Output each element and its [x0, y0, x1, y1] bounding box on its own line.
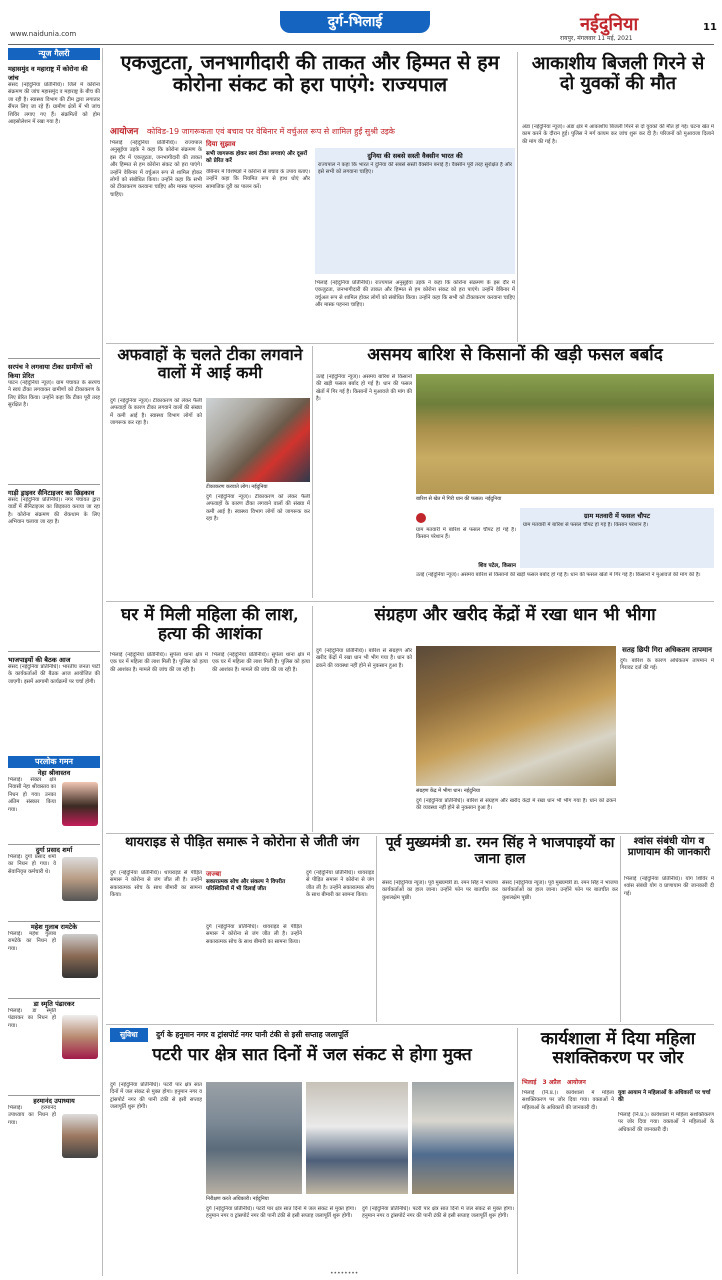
obituary-body: भिलाई। दुर्गा प्रसाद शर्मा का निधन हो गया। वे सेवानिवृत्त कर्मचारी थे। [8, 854, 56, 875]
thyroid-tag: जज्बा [206, 870, 222, 878]
water-subhead-bar [110, 1028, 514, 1042]
water-photo-2 [306, 1082, 408, 1194]
sidebar [8, 48, 100, 1276]
workshop-body-2: भिलाई (नि.प्र.)। कार्यशाला में महिला सशक्तिकरण पर जोर दिया गया। वक्ताओं ने महिलाओं के अधिकारों की जानकारी दी। [618, 1112, 714, 1133]
water-body-3: दुर्ग (नईदुनिया प्रतिनिधि)। पटरी पार क्षेत्र सात दिनों में जल संकट से मुक्त होगा। हनुमान नगर व ट्रांसपोर्ट नगर की पानी टंकी से इसी सप्ताह जलापूर्ति शुरू होगी। [362, 1206, 514, 1220]
suggestion-title: दिया सुझाव [206, 140, 236, 148]
field-photo [416, 374, 714, 494]
thyroid-bullet: सकारात्मक सोच और संकल्प ने विपरीत परिस्थितियों में भी दिलाई जीत [206, 879, 286, 892]
water-subhead: दुर्ग के हनुमान नगर व ट्रांसपोर्ट नगर पानी टंकी से इसी सप्ताह जलापूर्ति [156, 1030, 349, 1039]
workshop-kicker-row [522, 1078, 714, 1086]
paddy-headline: संग्रहण और खरीद केंद्रों में रखा धान भी भीगा [374, 605, 656, 625]
water-photo-caption: निरीक्षण करते अधिकारी। नईदुनिया [206, 1196, 269, 1202]
paddy-body-2: दुर्ग (नईदुनिया प्रतिनिधि)। बारिश से संग्रहण और खरीद केंद्रों में रखा धान भी भीग गया है। धान को ढकने की व्यवस्था नहीं होने से नुकसान हुआ है। [416, 798, 616, 812]
lead-subhead-row [110, 124, 510, 137]
thyroid-body-3: दुर्ग (नईदुनिया प्रतिनिधि)। थायराइड से पीड़ित समारू ने कोरोना से जंग जीत ली है। उन्होंने सकारात्मक सोच के साथ बीमारी का सामना किया। [306, 870, 374, 899]
murder-body: भिलाई (नईदुनिया प्रतिनिधि)। सुपेला थाना क्षेत्र में एक घर में महिला की लाश मिली है। पुलिस को हत्या की आशंका है। मामले की जांच की जा रही है। [110, 652, 208, 673]
sidebar-item-body: पाटन (नईदुनिया न्यूज)। ग्राम पंचायत के सरपंच ने स्वयं टीका लगवाकर ग्रामीणों को टीकाकरण के लिए प्रेरित किया। उन्होंने कहा कि टीका पूरी तरह सुरक्षित है। [8, 380, 100, 409]
lead-subhead: कोविड-19 जागरूकता एवं बचाव पर वेबिनार में वर्चुअल रूप से शामिल हुईं सुश्री उइके [146, 127, 395, 136]
paddy-photo-caption: संग्रहण केंद्र में भीगा धान। नईदुनिया [416, 788, 481, 794]
yoga-body: भिलाई (नईदुनिया प्रतिनिधि)। योग शिविर में श्वांस संबंधी योग व प्राणायाम की जानकारी दी गई। [624, 876, 714, 897]
obituary-item [8, 998, 100, 1095]
obituary-photo [62, 1015, 98, 1059]
paddy-body: दुर्ग (नईदुनिया प्रतिनिधि)। बारिश से संग्रहण और खरीद केंद्रों में रखा धान भी भीग गया है। धान को ढकने की व्यवस्था नहीं होने से नुकसान हुआ है। [316, 648, 412, 669]
rain-headline: असमय बारिश से किसानों की खड़ी फसल बर्बाद [367, 345, 663, 365]
temperature-headline: सतह छिपी गिरा अधिकतम तापमान [622, 646, 712, 654]
suggestion-body: वेबिनार में विशेषज्ञों ने कोरोना से बचाव के उपाय बताए। उन्होंने कहा कि नियमित रूप से हाथ धोएं और सामाजिक दूरी का पालन करें। [206, 169, 310, 190]
rain-quote-name: शिव पटेल, किसान [478, 563, 516, 569]
yoga-headline: श्वांस संबंधी योग व प्राणायाम की जानकारी [627, 836, 711, 859]
workshop-kicker: भिलाई [522, 1079, 537, 1086]
sidebar-item [8, 358, 100, 480]
brand-logo: नईदुनिया [580, 14, 639, 35]
thyroid-box [206, 870, 302, 922]
suggestion-bullet: सभी जागरूक होकर स्वयं टीका लगवाएं और दूसरों को प्रेरित करें [206, 151, 308, 164]
water-tag: सुविधा [110, 1028, 148, 1042]
obituary-body: भिलाई। महेश गुलाब रामटेके का निधन हो गया। [8, 931, 56, 952]
matwari-title: ग्राम मतवारी में फसल चौपट [584, 512, 650, 520]
thyroid-body: दुर्ग (नईदुनिया प्रतिनिधि)। थायराइड से पीड़ित समारू ने कोरोना से जंग जीत ली है। उन्होंने सकारात्मक सोच के साथ बीमारी का सामना किया। [110, 870, 202, 899]
thyroid-headline: थायराइड से पीड़ित समारू ने कोरोना से जीती जंग [124, 835, 360, 850]
workshop-body: भिलाई (नि.प्र.)। कार्यशाला में महिला सशक्तिकरण पर जोर दिया गया। वक्ताओं ने महिलाओं के अधिकारों की जानकारी दी। [522, 1090, 614, 1111]
sidebar-item [8, 64, 100, 354]
vaccine-info-title: दुनिया की सबसे सस्ती वैक्सीन भारत की [367, 152, 463, 160]
obituary-photo [62, 782, 98, 826]
lightning-body: अंडा (नईदुनिया न्यूज)। अंडा क्षेत्र में आकाशीय बिजली गिरने से दो युवकों की मौत हो गई। घटना खेत में काम करने के दौरान हुई। पुलिस ने मर्ग कायम कर जांच शुरू कर दी है। परिजनों को मुआवजा दिलाने की मांग की गई है। [522, 124, 714, 145]
sidebar-item-heading: भाजपाइयों की बैठक आज [8, 656, 71, 664]
rumor-headline: अफवाहों के चलते टीका लगवाने वालों में आई कमी [117, 345, 303, 382]
rumor-body-2: दुर्ग (नईदुनिया न्यूज)। टीकाकरण को लेकर फैली अफवाहों के कारण टीका लगवाने वालों की संख्या में कमी आई है। स्वास्थ्य विभाग लोगों को जागरूक कर रहा है। [206, 494, 310, 523]
field-photo-caption: बारिश से खेत में गिरी धान की फसल। नईदुनिया [416, 496, 502, 502]
obituary-body: भिलाई। सेक्टर क्षेत्र निवासी नेहा श्रीवास्तव का निधन हो गया। उनका अंतिम संस्कार किया गया। [8, 777, 56, 813]
obituary-list [8, 768, 100, 1186]
lead-body-col3: भिलाई (नईदुनिया प्रतिनिधि)। राज्यपाल अनुसुईया उइके ने कहा कि कोरोना संक्रमण के इस दौर में एकजुटता, जनभागीदारी की ताकत और हिम्मत से हम कोरोना संकट को हरा पाएंगे। उन्होंने वेबिनार में वर्चुअल रूप से शामिल होकर लोगों को संबोधित किया। उन्होंने कहा कि सभी को टीकाकरण करवाना चाहिए और मास्क पहनना चाहिए। [315, 280, 515, 309]
quote-icon [416, 513, 426, 523]
obituary-name: नेहा श्रीवास्तव [37, 769, 71, 777]
water-photo-3 [412, 1082, 514, 1194]
obituary-item [8, 768, 100, 844]
sidebar-title: न्यूज गैलरी [38, 49, 70, 58]
obituary-item [8, 921, 100, 998]
section-title: दुर्ग-भिलाई [327, 14, 383, 30]
murder-body-2: भिलाई (नईदुनिया प्रतिनिधि)। सुपेला थाना क्षेत्र में एक घर में महिला की लाश मिली है। पुलिस को हत्या की आशंका है। मामले की जांच की जा रही है। [212, 652, 310, 673]
rain-body-2: उतई (नईदुनिया न्यूज)। असमय बारिश से किसानों की खड़ी फसल बर्बाद हो गई है। धान की फसल खेतों में गिर गई है। किसानों ने मुआवजे की मांग की है। [416, 572, 701, 578]
lightning-headline: आकाशीय बिजली गिरने से दो युवकों की मौत [531, 53, 705, 95]
obituary-header [8, 756, 100, 768]
water-headline: पटरी पार क्षेत्र सात दिनों में जल संकट से होगा मुक्त [152, 1045, 472, 1065]
obituary-body: भिलाई। डा स्मृति पंढारकर का निधन हो गया। [8, 1008, 56, 1029]
vaccination-photo [206, 398, 310, 482]
workshop-bullet: युवा आयाम ने महिलाओं के अधिकारों पर चर्चा की [618, 1090, 711, 1103]
obituary-name: दुर्गा प्रसाद शर्मा [35, 846, 73, 854]
vaccine-info-body: राज्यपाल ने कहा कि भारत ने दुनिया की सबसे सस्ती वैक्सीन बनाई है। वैक्सीन पूरी तरह सुरक्षित है और इसे सभी को लगवाना चाहिए। [318, 162, 512, 176]
obituary-name: महेश गुलाब रामटेके [30, 923, 78, 931]
rain-quote [416, 508, 516, 568]
obituary-name: हरमानंद उपाध्याय [33, 1097, 75, 1105]
vaccine-info-box [315, 148, 515, 274]
water-photo-1 [206, 1082, 302, 1194]
obituary-photo [62, 934, 98, 978]
thyroid-body-2: दुर्ग (नईदुनिया प्रतिनिधि)। थायराइड से पीड़ित समारू ने कोरोना से जंग जीत ली है। उन्होंने सकारात्मक सोच के साथ बीमारी का सामना किया। [206, 924, 302, 945]
obituary-title: परलोक गमन [35, 757, 73, 766]
workshop-headline: कार्यशाला में दिया महिला सशक्तिकरण पर जोर [540, 1029, 696, 1069]
rain-quote-body: ग्राम मतवारी में बारिश से फसल चौपट हो गई है। किसान परेशान हैं। [416, 527, 516, 541]
raman-body: संसद (नईदुनिया न्यूज)। पूर्व मुख्यमंत्री डा. रमन सिंह ने भाजपा कार्यकर्ताओं का हाल जाना। उन्होंने फोन पर बातचीत कर कुशलक्षेम पूछी। [382, 880, 498, 901]
page-number: 11 [703, 22, 717, 33]
murder-headline: घर में मिली महिला की लाश, हत्या की आशंका [121, 605, 299, 645]
lead-body-col1: भिलाई (नईदुनिया प्रतिनिधि)। राज्यपाल अनुसुईया उइके ने कहा कि कोरोना संक्रमण के इस दौर में एकजुटता, जनभागीदारी की ताकत और हिम्मत से हम कोरोना संकट को हरा पाएंगे। उन्होंने वेबिनार में वर्चुअल रूप से शामिल होकर लोगों को संबोधित किया। उन्होंने कहा कि सभी को टीकाकरण करवाना चाहिए और मास्क पहनना चाहिए। [110, 140, 202, 198]
vaccination-photo-caption: टीकाकरण करवाते लोग। नईदुनिया [206, 484, 268, 490]
obituary-photo [62, 1114, 98, 1158]
lead-kicker: आयोजन [110, 127, 139, 137]
sidebar-item-heading: सरपंच ने लगवाया टीका ग्रामीणों को किया प्रेरित [8, 363, 93, 380]
temperature-body: दुर्ग। बारिश के कारण अधिकतम तापमान में गिरावट दर्ज की गई। [620, 658, 714, 672]
obituary-photo [62, 857, 98, 901]
sidebar-item-heading: गाड़ी ड्राइवर सैनिटाइजर का छिड़काव [8, 489, 95, 497]
temperature-brief [620, 646, 714, 830]
section-banner [280, 11, 430, 33]
lead-headline: एकजुटता, जनभागीदारी की ताकत और हिम्मत से हम कोरोना संकट को हरा पाएंगे: राज्यपाल [120, 51, 500, 96]
obituary-item [8, 1095, 100, 1186]
sidebar-item-body: संसद (नईदुनिया प्रतिनिधि)। जिले में कोरोना संक्रमण की जांच महासमुंद व महाराष्ट्र के बीच की जा रही है। स्वास्थ्य विभाग की टीम द्वारा लगातार सैंपल लिए जा रहे हैं। ग्रामीण क्षेत्रों में भी जांच शिविर लगाए गए हैं। संक्रमितों को होम आइसोलेशन में रखा गया है। [8, 82, 100, 126]
raman-headline: पूर्व मुख्यमंत्री डा. रमन सिंह ने भाजपाइयों का जाना हाल [385, 835, 615, 867]
sidebar-header [8, 48, 100, 60]
workshop-kicker-2: 3 अप्रैल [542, 1079, 561, 1086]
rain-body: उतई (नईदुनिया न्यूज)। असमय बारिश से किसानों की खड़ी फसल बर्बाद हो गई है। धान की फसल खेतों में गिर गई है। किसानों ने मुआवजे की मांग की है। [316, 374, 412, 403]
sidebar-item-heading: महासमुंद व महाराष्ट्र में कोरोना की जांच [8, 65, 88, 82]
raman-body-2: संसद (नईदुनिया न्यूज)। पूर्व मुख्यमंत्री डा. रमन सिंह ने भाजपा कार्यकर्ताओं का हाल जाना। उन्होंने फोन पर बातचीत कर कुशलक्षेम पूछी। [502, 880, 618, 901]
matwari-body: ग्राम मतवारी में बारिश से फसल चौपट हो गई है। किसान परेशान हैं। [523, 522, 648, 528]
dateline: रायपुर, मंगलवार 11 मई, 2021 [560, 35, 633, 42]
matwari-box [520, 508, 714, 568]
page-url: www.naidunia.com [10, 30, 77, 38]
water-body: दुर्ग (नईदुनिया प्रतिनिधि)। पटरी पार क्षेत्र सात दिनों में जल संकट से मुक्त होगा। हनुमान नगर व ट्रांसपोर्ट नगर की पानी टंकी से इसी सप्ताह जलापूर्ति शुरू होगी। [110, 1082, 202, 1111]
sidebar-item [8, 484, 100, 647]
sidebar-item-body: संसद (नईदुनिया प्रतिनिधि)। भारतीय जनता पार्टी के कार्यकर्ताओं की बैठक आज आयोजित की जाएगी। इसमें आगामी कार्यक्रमों पर चर्चा होगी। [8, 664, 100, 685]
obituary-body: भिलाई। हरमानंद उपाध्याय का निधन हो गया। [8, 1105, 56, 1126]
obituary-item [8, 844, 100, 921]
rumor-body: दुर्ग (नईदुनिया न्यूज)। टीकाकरण को लेकर फैली अफवाहों के कारण टीका लगवाने वालों की संख्या में कमी आई है। स्वास्थ्य विभाग लोगों को जागरूक कर रहा है। [110, 398, 202, 427]
paddy-photo [416, 646, 616, 786]
obituary-name: डा स्मृति पंढारकर [33, 1000, 75, 1008]
workshop-kicker-3: आयोजन [566, 1079, 586, 1086]
sidebar-item [8, 651, 100, 752]
water-body-2: दुर्ग (नईदुनिया प्रतिनिधि)। पटरी पार क्षेत्र सात दिनों में जल संकट से मुक्त होगा। हनुमान नगर व ट्रांसपोर्ट नगर की पानी टंकी से इसी सप्ताह जलापूर्ति शुरू होगी। [206, 1206, 356, 1220]
lead-suggestion-box [206, 140, 310, 340]
sidebar-item-body: संसद (नईदुनिया प्रतिनिधि)। नगर पंचायत द्वारा वार्डों में सैनिटाइजर का छिड़काव कराया जा रहा है। कोरोना संक्रमण की रोकथाम के लिए अभियान चलाया जा रहा है। [8, 497, 100, 526]
footer-dots: •••••••• [330, 1270, 359, 1277]
